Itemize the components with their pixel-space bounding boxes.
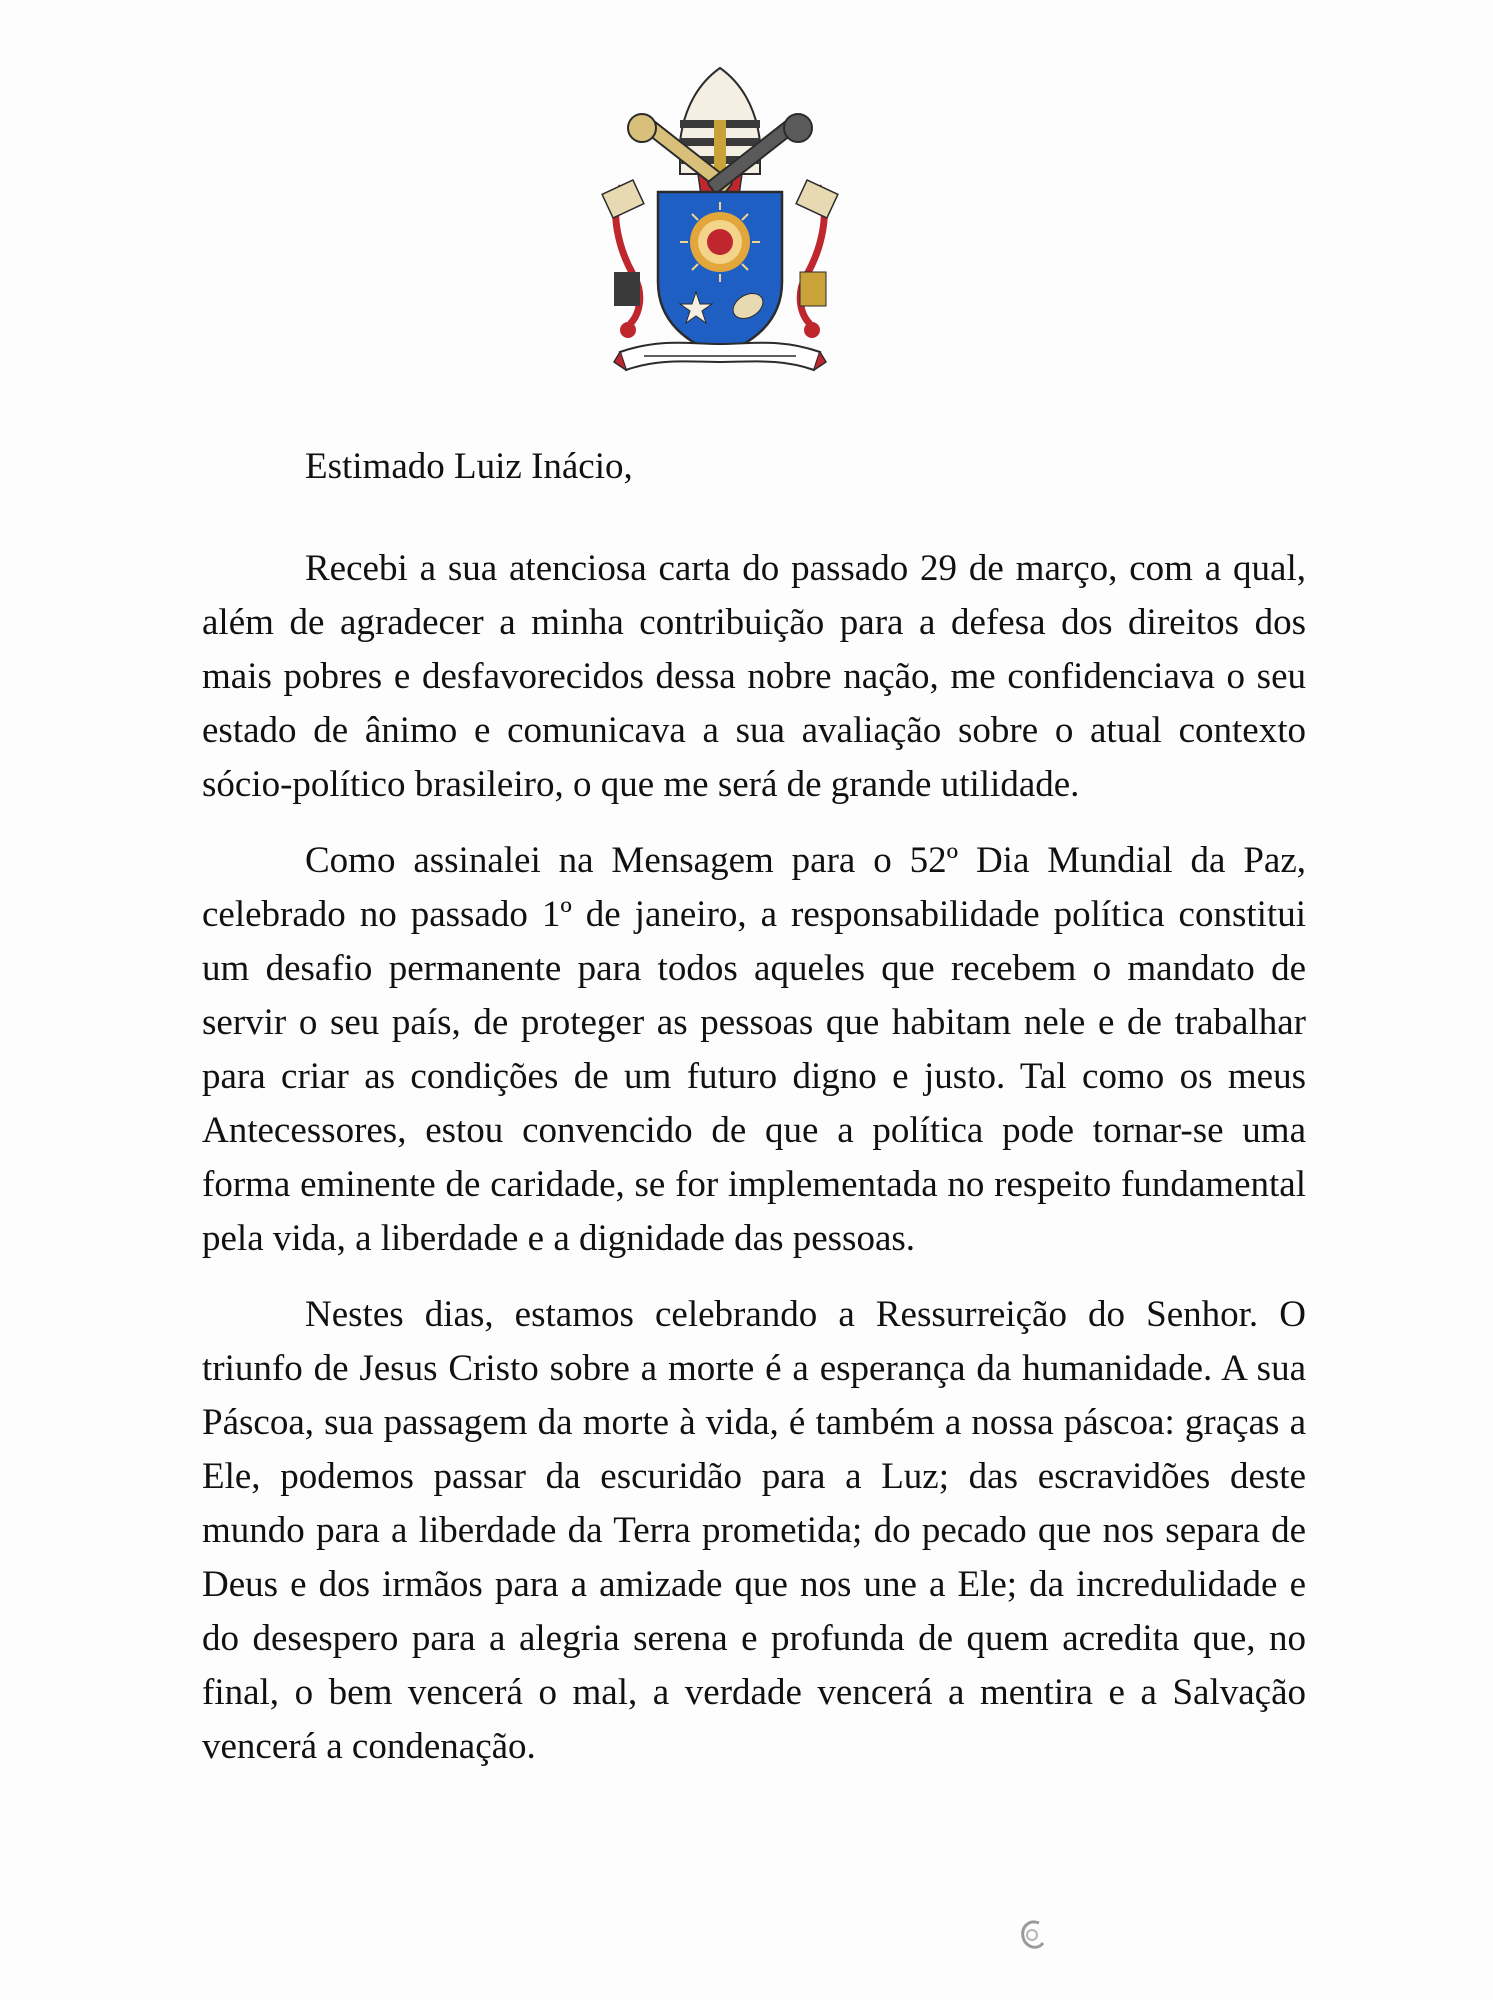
letter-paragraph-2: Como assinalei na Mensagem para o 52º Dia Mundial da Paz, celebrado no passado 1º de janeiro, a responsabilidade política constitui um desafio permanente para todos aqueles que recebem o mandato de servir o seu país, de proteger as pessoas que habitam nele e de trabalhar para criar as condições de um futuro digno e justo. Tal como os meus Antecessores, estou convencido de que a política pode tornar-se uma forma eminente de caridade, se for implementada no respeito fundamental pela vida, a liberdade e a dignidade das pessoas. [202, 840, 1306, 1259]
page-continuation-mark-icon [1015, 1915, 1049, 1955]
papal-coat-of-arms-icon [600, 62, 840, 382]
letter-salutation: Estimado Luiz Inácio, [305, 446, 633, 487]
letter-paragraph-3: Nestes dias, estamos celebrando a Ressurreição do Senhor. O triunfo de Jesus Cristo sobre a morte é a esperança da humanidade. A sua Páscoa, sua passagem da morte à vida, é também a nossa páscoa: graças a Ele, podemos passar da escuridão para a Luz; das escravidões deste mundo para a liberdade da Terra prometida; do pecado que nos separa de Deus e dos irmãos para a amizade que nos une a Ele; da incredulidade e do desespero para a alegria serena e profunda de quem acredita que, no final, o bem vencerá o mal, a verdade vencerá a mentira e a Salvação vencerá a condenação. [202, 1294, 1306, 1767]
letter-paragraph-1: Recebi a sua atenciosa carta do passado 29 de março, com a qual, além de agradecer a minha contribuição para a defesa dos direitos dos mais pobres e desfavorecidos dessa nobre nação, me confidenciava o seu estado de ânimo e comunicava a sua avaliação sobre o atual contexto sócio-político brasileiro, o que me será de grande utilidade. [202, 548, 1306, 805]
letter-body [202, 440, 1306, 1796]
